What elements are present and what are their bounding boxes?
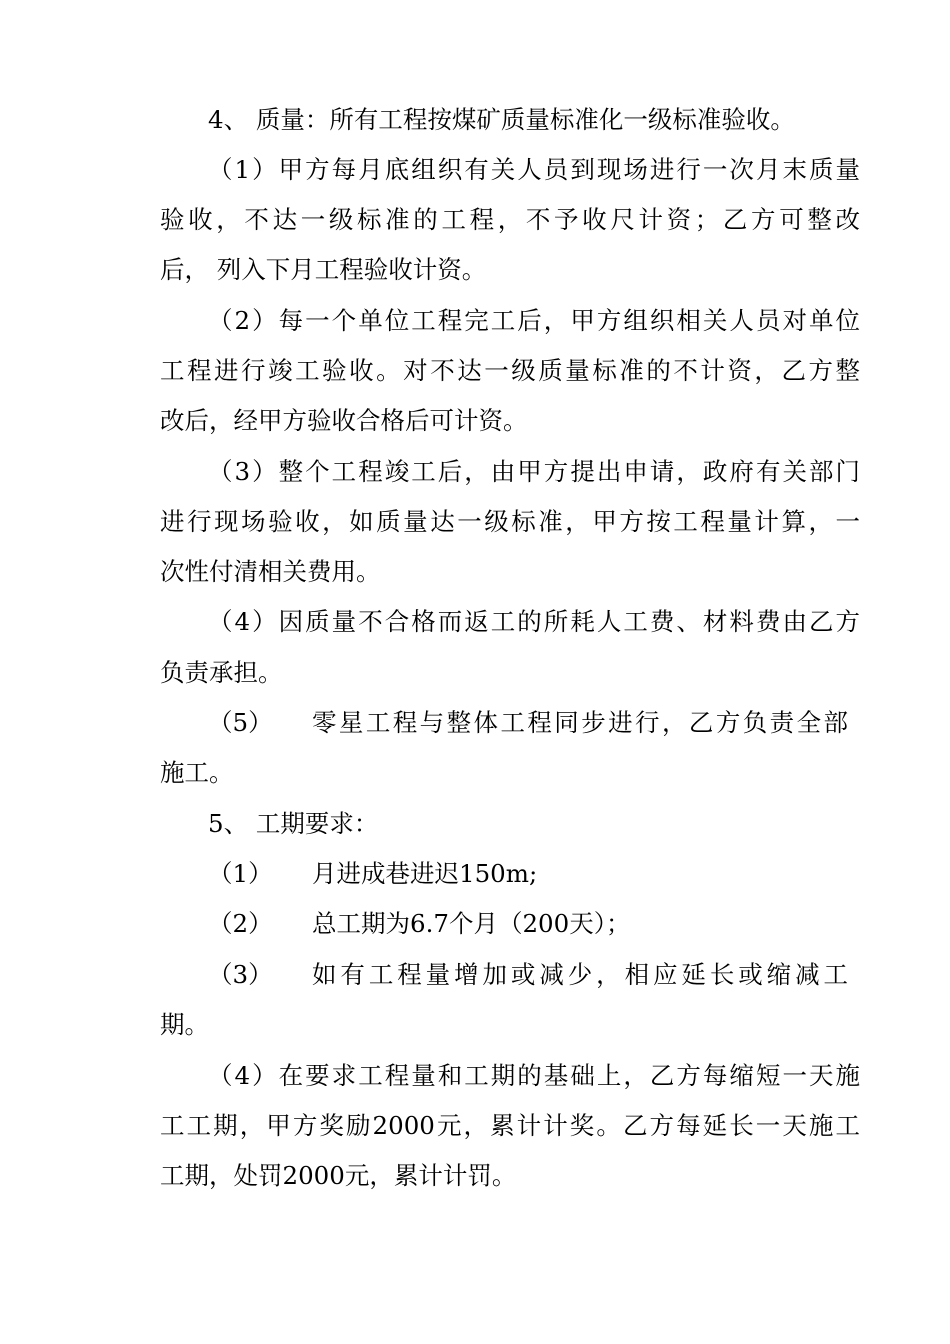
- paragraph-line: （4）因质量不合格而返工的所耗人工费、材料费由乙方: [208, 607, 860, 636]
- paragraph-line: 改后，经甲方验收合格后可计资。: [160, 406, 528, 435]
- paragraph-line: （2）每一个单位工程完工后，甲方组织相关人员对单位: [208, 306, 860, 335]
- paragraph-line: （3）整个工程竣工后，由甲方提出申请，政府有关部门: [208, 457, 860, 486]
- section-heading-schedule: 5、 工期要求：: [208, 809, 379, 838]
- paragraph-line: 零星工程与整体工程同步进行，乙方负责全部: [312, 708, 848, 737]
- item-number: （1）: [208, 859, 273, 888]
- paragraph-line: 后， 列入下月工程验收计资。: [160, 255, 487, 284]
- paragraph-line: （4）在要求工程量和工期的基础上，乙方每缩短一天施: [208, 1061, 860, 1090]
- paragraph-line: 总工期为6.7个月（200天）；: [312, 909, 631, 938]
- item-number: （3）: [208, 960, 273, 989]
- paragraph-line: 如有工程量增加或减少，相应延长或缩减工: [312, 960, 848, 989]
- paragraph-line: 进行现场验收，如质量达一级标准，甲方按工程量计算，一: [160, 507, 860, 536]
- paragraph-line: （1）甲方每月底组织有关人员到现场进行一次月末质量: [208, 155, 860, 184]
- paragraph-line: 工期，处罚2000元，累计计罚。: [160, 1161, 517, 1190]
- section-heading-quality: 4、 质量：所有工程按煤矿质量标准化一级标准验收。: [208, 105, 795, 134]
- paragraph-line: 负责承担。: [160, 658, 283, 687]
- paragraph-line: 工工期，甲方奖励2000元，累计计奖。乙方每延长一天施工: [160, 1111, 860, 1140]
- paragraph-line: 期。: [160, 1010, 209, 1039]
- paragraph-line: 工程进行竣工验收。对不达一级质量标准的不计资，乙方整: [160, 356, 860, 385]
- paragraph-line: 验收，不达一级标准的工程，不予收尺计资；乙方可整改: [160, 205, 860, 234]
- item-number: （5）: [208, 708, 273, 737]
- paragraph-line: 月进成巷进迟150m;: [312, 859, 538, 888]
- paragraph-line: 施工。: [160, 758, 234, 787]
- item-number: （2）: [208, 909, 273, 938]
- paragraph-line: 次性付清相关费用。: [160, 557, 381, 586]
